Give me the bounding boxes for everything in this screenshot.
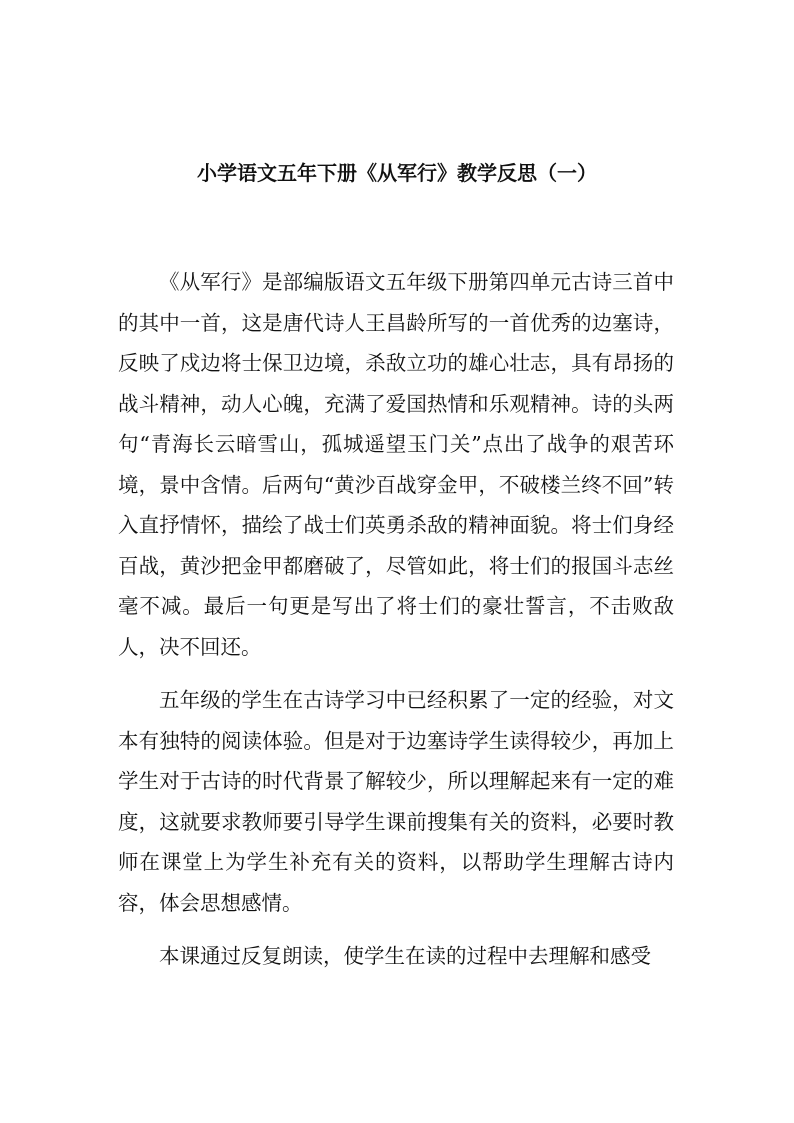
paragraph-1: 《从军行》是部编版语文五年级下册第四单元古诗三首中的其中一首，这是唐代诗人王昌龄所写的一首优秀的边塞诗，反映了戍边将士保卫边境，杀敌立功的雄心壮志，具有昂扬的战斗精神，动人心魄，充满了爱国热情和乐观精神。诗的头两句“青海长云暗雪山，孤城遥望玉门关”点出了战争的艰苦环境，景中含情。后两句“黄沙百战穿金甲，不破楼兰终不回”转入直抒情怀，描绘了战士们英勇杀敌的精神面貌。将士们身经百战，黄沙把金甲都磨破了，尽管如此，将士们的报国斗志丝毫不减。最后一句更是写出了将士们的豪壮誓言，不击败敌人，决不回还。 — [118, 270, 674, 659]
paragraph-2: 五年级的学生在古诗学习中已经积累了一定的经验，对文本有独特的阅读体验。但是对于边塞诗学生读得较少，再加上学生对于古诗的时代背景了解较少，所以理解起来有一定的难度，这就要求教师要引导学生课前搜集有关的资料，必要时教师在课堂上为学生补充有关的资料，以帮助学生理解古诗内容，体会思想感情。 — [118, 688, 674, 915]
document-title: 小学语文五年下册《从军行》教学反思（一） — [197, 161, 597, 185]
document-body — [118, 262, 674, 977]
paragraph-3: 本课通过反复朗读，使学生在读的过程中去理解和感受 — [159, 944, 651, 968]
